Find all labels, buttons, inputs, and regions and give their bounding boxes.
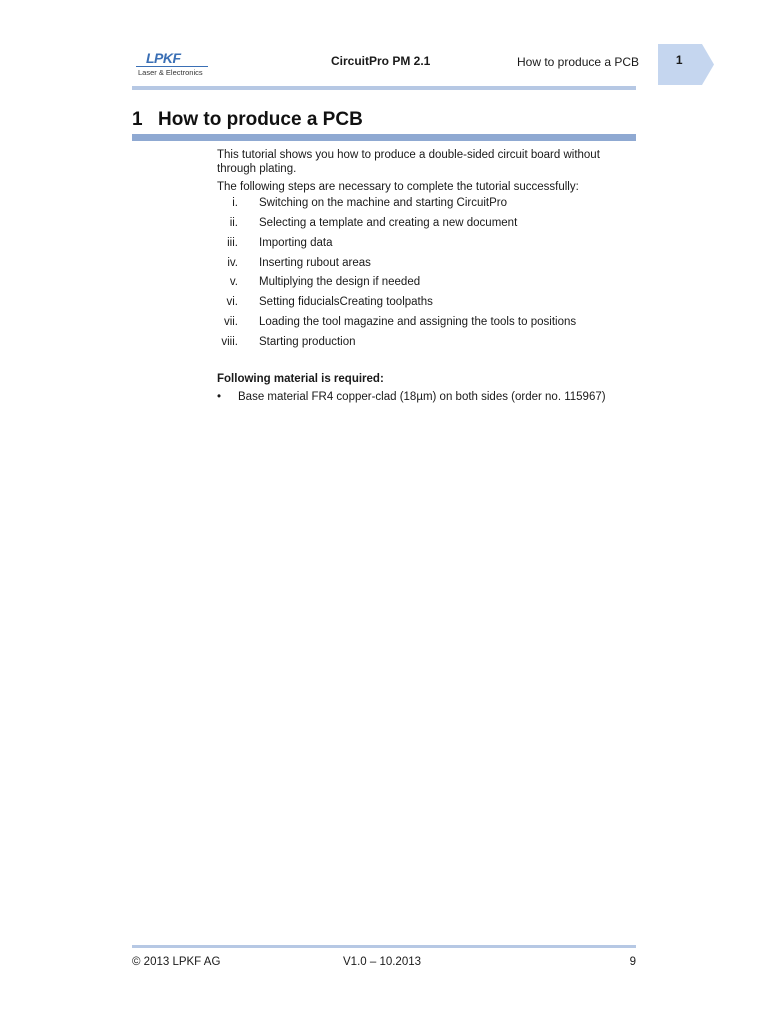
logo-wordmark: LPKF	[146, 50, 181, 66]
step-numeral: iii.	[227, 236, 238, 249]
material-list-item	[217, 391, 637, 407]
chapter-tab	[658, 44, 714, 85]
list-item	[200, 257, 640, 277]
chapter-heading	[132, 109, 363, 131]
step-numeral: i.	[232, 197, 238, 209]
step-label: Setting fiducialsCreating toolpaths	[259, 296, 433, 309]
step-numeral: vi.	[226, 296, 238, 309]
step-label: Switching on the machine and starting CircuitPro	[259, 197, 508, 209]
step-label: Loading the tool magazine and assigning the tools to positions	[259, 316, 577, 329]
logo-underline	[136, 66, 208, 67]
footer-divider	[132, 945, 636, 948]
header-section-title: How to produce a PCB	[517, 55, 640, 69]
step-label: Starting production	[259, 336, 356, 349]
footer-page-number: 9	[629, 956, 636, 968]
company-logo	[136, 50, 208, 80]
list-item	[200, 217, 640, 237]
steps-intro-paragraph: The following steps are necessary to complete the tutorial successfully:	[217, 181, 579, 193]
intro-paragraph: This tutorial shows you how to produce a double-sided circuit board without through plating.	[217, 149, 600, 175]
chapter-title-divider	[132, 134, 636, 141]
list-item	[200, 237, 640, 257]
material-label: Base material FR4 copper-clad (18µm) on both sides (order no. 115967)	[238, 391, 606, 403]
list-item	[200, 296, 640, 316]
step-label: Inserting rubout areas	[259, 256, 371, 269]
material-heading: Following material is required:	[217, 373, 384, 385]
list-item	[200, 197, 640, 217]
footer-version: V1.0 – 10.2013	[343, 956, 422, 968]
steps-list	[200, 197, 640, 356]
chapter-tab-number: 1	[675, 53, 683, 67]
step-numeral: ii.	[229, 216, 238, 229]
header-divider	[132, 86, 636, 90]
step-label: Multiplying the design if needed	[259, 276, 421, 289]
bullet-icon: •	[217, 391, 222, 403]
step-numeral: viii.	[221, 336, 238, 349]
list-item	[200, 336, 640, 356]
chapter-title: How to produce a PCB	[158, 109, 363, 130]
step-numeral: iv.	[227, 256, 238, 269]
list-item	[200, 276, 640, 296]
header-product-name: CircuitPro PM 2.1	[331, 54, 431, 68]
step-numeral: v.	[229, 276, 238, 289]
step-label: Selecting a template and creating a new document	[259, 216, 518, 229]
list-item	[200, 316, 640, 336]
step-numeral: vii.	[223, 316, 238, 329]
step-label: Importing data	[259, 236, 333, 249]
logo-subtitle: Laser & Electronics	[138, 68, 203, 77]
chapter-number: 1	[132, 109, 143, 130]
footer-copyright: © 2013 LPKF AG	[132, 956, 221, 968]
